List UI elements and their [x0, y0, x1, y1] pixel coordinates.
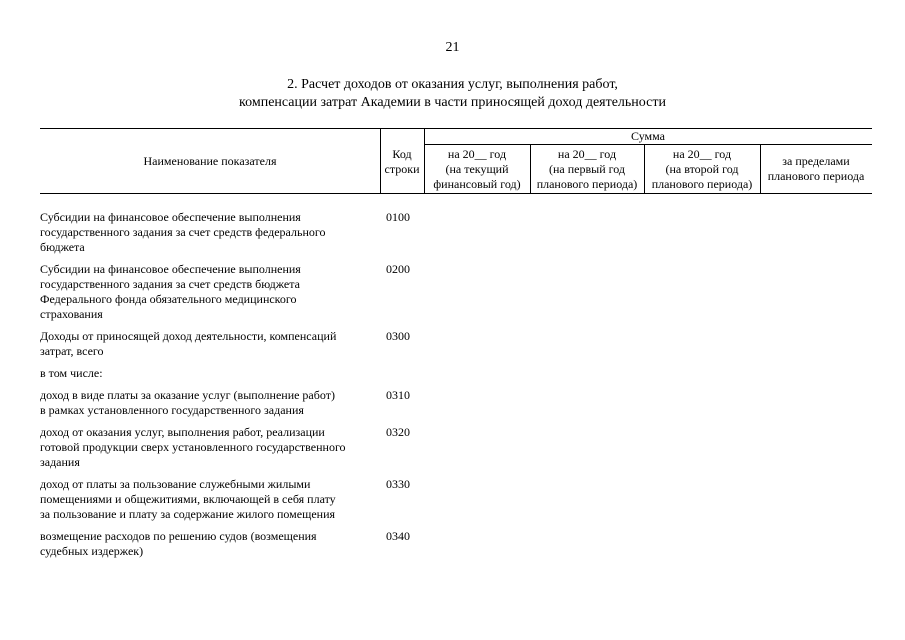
row-name: Субсидии на финансовое обеспечение выполнения государственного задания за счет средств федерального бюджета [40, 210, 326, 254]
row-code: 0330 [386, 477, 410, 491]
table-row [40, 529, 872, 559]
header-sum: Сумма [631, 129, 665, 143]
header-period-second: на 20__ год (на второй год планового периода) [651, 147, 753, 191]
table-row [40, 366, 872, 381]
table-row [40, 262, 872, 322]
table-row [40, 210, 872, 255]
row-name: в том числе: [40, 366, 103, 380]
row-name: Доходы от приносящей доход деятельности, компенсаций затрат, всего [40, 329, 337, 358]
header-period-current: на 20__ год (на текущий финансовый год) [433, 147, 521, 191]
row-name: возмещение расходов по решению судов (возмещения судебных издержек) [40, 529, 317, 558]
table-row [40, 329, 872, 359]
header-sum-divider [424, 144, 872, 145]
section-title-line-2: компенсации затрат Академии в части приносящей доход деятельности [239, 95, 666, 110]
row-name: доход от оказания услуг, выполнения работ, реализации готовой продукции сверх установленного государственного задания [40, 425, 346, 469]
row-code: 0100 [386, 210, 410, 224]
row-code: 0200 [386, 262, 410, 276]
table-row [40, 477, 872, 522]
row-name: Субсидии на финансовое обеспечение выполнения государственного задания за счет средств бюджета Федерального фонда обязательного медицинского страхования [40, 262, 301, 321]
header-name: Наименование показателя [143, 154, 277, 168]
row-code: 0320 [386, 425, 410, 439]
table-header [40, 128, 872, 194]
header-period-beyond: за пределами планового периода [767, 154, 865, 183]
row-code: 0310 [386, 388, 410, 402]
table-row [40, 388, 872, 418]
row-code: 0300 [386, 329, 410, 343]
table-row [40, 425, 872, 470]
table-body [40, 210, 872, 566]
page-number: 21 [445, 40, 460, 55]
row-name: доход в виде платы за оказание услуг (выполнение работ) в рамках установленного государственного задания [40, 388, 335, 417]
section-title-line-1: 2. Расчет доходов от оказания услуг, выполнения работ, [287, 77, 618, 92]
section-title [0, 76, 905, 112]
row-name: доход от платы за пользование служебными жилыми помещениями и общежитиями, включающей в себя плату за пользование и плату за содержание жилого помещения [40, 477, 336, 521]
header-period-first: на 20__ год (на первый год планового периода) [536, 147, 638, 191]
header-code: Код строки [384, 147, 420, 176]
row-code: 0340 [386, 529, 410, 543]
